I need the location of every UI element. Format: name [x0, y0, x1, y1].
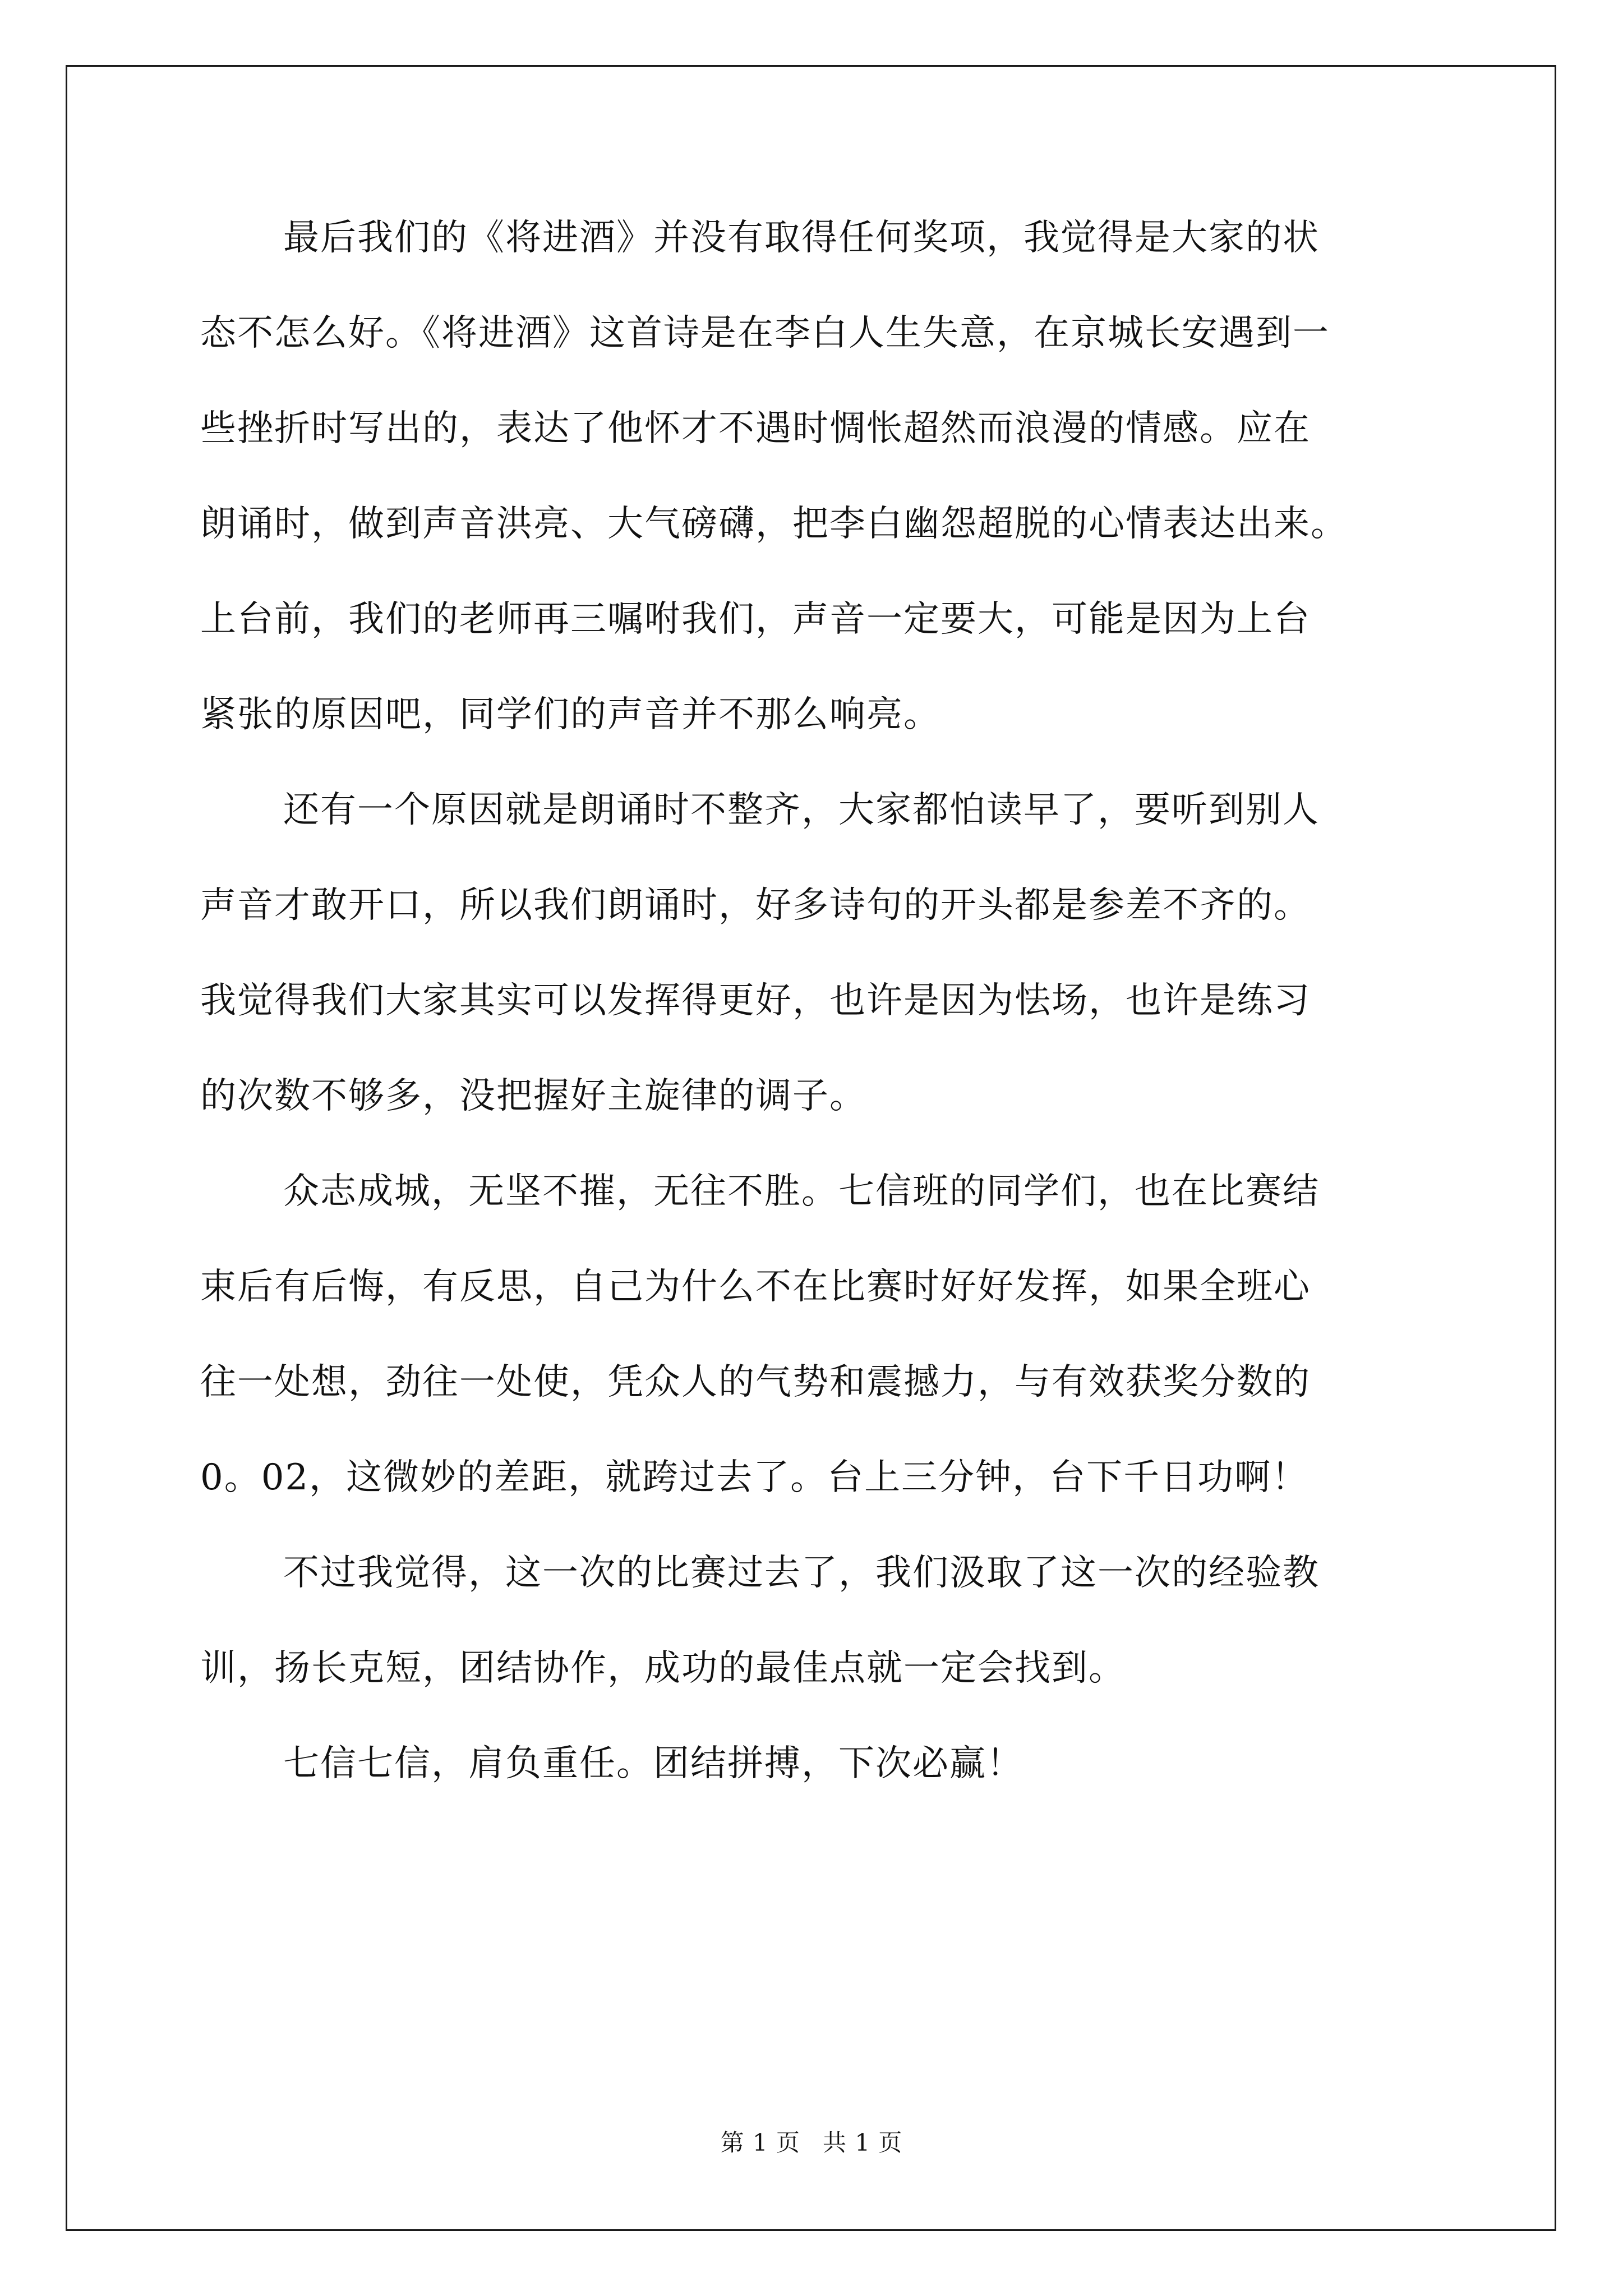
paragraph-1-line-3: 些挫折时写出的，表达了他怀才不遇时惆怅超然而浪漫的情感。应在 [200, 408, 1311, 449]
paragraph-1-line-5: 上台前，我们的老师再三嘱咐我们，声音一定要大，可能是因为上台 [200, 599, 1311, 640]
paragraph-1-line-4: 朗诵时，做到声音洪亮、大气磅礴，把李白幽怨超脱的心情表达出来。 [200, 503, 1348, 545]
paragraph-3-line-3: 往一处想，劲往一处使，凭众人的气势和震撼力，与有效获奖分数的 [200, 1361, 1311, 1403]
paragraph-1-line-2: 态不怎么好。《将进酒》这首诗是在李白人生失意，在京城长安遇到一 [200, 312, 1330, 354]
paragraph-2-line-4: 的次数不够多，没把握好主旋律的调子。 [200, 1075, 866, 1117]
paragraph-5-line-1: 七信七信，肩负重任。团结拼搏，下次必赢！ [283, 1743, 1023, 1784]
paragraph-4-line-1: 不过我觉得，这一次的比赛过去了，我们汲取了这一次的经验教 [283, 1552, 1320, 1594]
paragraph-3-line-2: 束后有后悔，有反思，自己为什么不在比赛时好好发挥，如果全班心 [200, 1266, 1311, 1308]
total-pages: 共 1 页 [823, 2129, 903, 2156]
paragraph-3-line-4: 0。02，这微妙的差距，就跨过去了。台上三分钟，台下千日功啊！ [200, 1457, 1309, 1498]
paragraph-2-line-3: 我觉得我们大家其实可以发挥得更好，也许是因为怯场，也许是练习 [200, 980, 1311, 1022]
paragraph-1-line-1: 最后我们的《将进酒》并没有取得任何奖项，我觉得是大家的状 [283, 217, 1320, 259]
paragraph-4-line-2: 训，扬长克短，团结协作，成功的最佳点就一定会找到。 [200, 1648, 1126, 1689]
paragraph-2-line-1: 还有一个原因就是朗诵时不整齐，大家都怕读早了，要听到别人 [283, 789, 1320, 831]
page-border [66, 65, 1556, 2231]
page-footer [0, 2128, 1623, 2157]
page-number: 第 1 页 [720, 2129, 800, 2156]
paragraph-3-line-1: 众志成城，无坚不摧，无往不胜。七信班的同学们，也在比赛结 [283, 1171, 1320, 1212]
paragraph-2-line-2: 声音才敢开口，所以我们朗诵时，好多诗句的开头都是参差不齐的。 [200, 885, 1311, 926]
paragraph-1-line-6: 紧张的原因吧，同学们的声音并不那么响亮。 [200, 694, 940, 735]
